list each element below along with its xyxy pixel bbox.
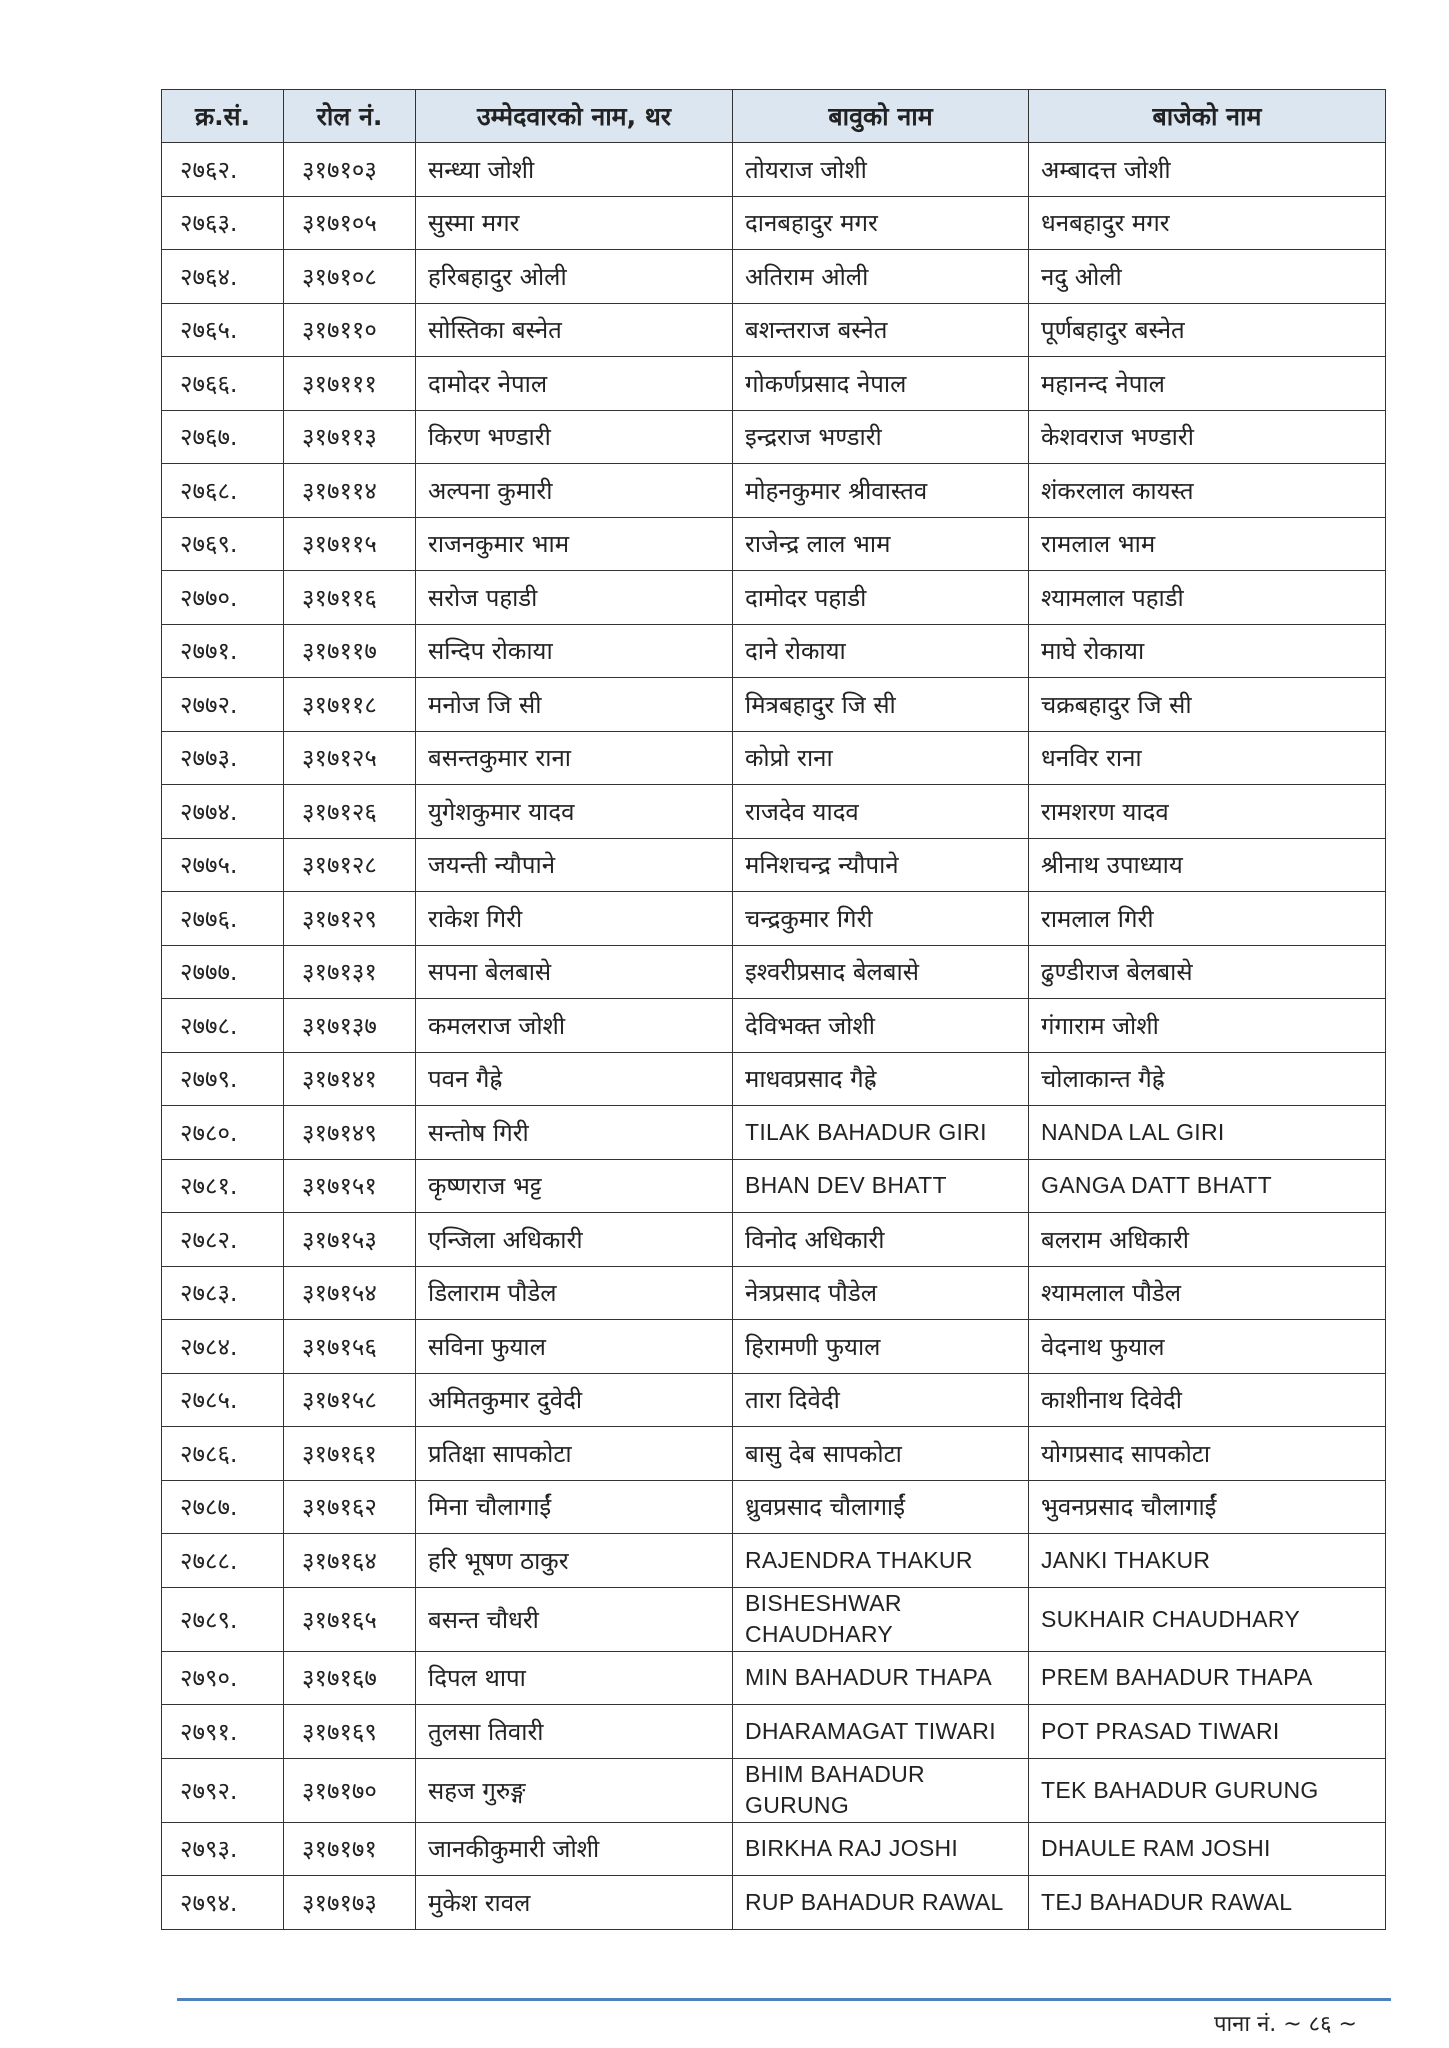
cell-roll: ३१७१५८ (284, 1373, 416, 1427)
cell-candidate-name: सहज गुरुङ्ग (416, 1758, 733, 1822)
cell-grandfather-name: चोलाकान्त गैह्रे (1029, 1052, 1386, 1106)
cell-candidate-name: मनोज जि सी (416, 678, 733, 732)
cell-grandfather-name: ढुण्डीराज बेलबासे (1029, 945, 1386, 999)
cell-candidate-name: कमलराज जोशी (416, 999, 733, 1053)
cell-grandfather-name: DHAULE RAM JOSHI (1029, 1822, 1386, 1876)
cell-candidate-name: अमितकुमार दुवेदी (416, 1373, 733, 1427)
cell-grandfather-name: TEK BAHADUR GURUNG (1029, 1758, 1386, 1822)
cell-roll: ३१७१६९ (284, 1705, 416, 1759)
cell-roll: ३१७११४ (284, 464, 416, 518)
cell-roll: ३१७१६५ (284, 1587, 416, 1651)
cell-serial: २७८४. (162, 1320, 284, 1374)
cell-candidate-name: प्रतिक्षा सापकोटा (416, 1427, 733, 1481)
cell-roll: ३१७१६२ (284, 1480, 416, 1534)
cell-candidate-name: जानकीकुमारी जोशी (416, 1822, 733, 1876)
cell-roll: ३१७१५६ (284, 1320, 416, 1374)
results-table (161, 89, 1386, 1930)
cell-grandfather-name: महानन्द नेपाल (1029, 357, 1386, 411)
cell-father-name: RUP BAHADUR RAWAL (733, 1876, 1029, 1930)
cell-father-name: राजदेव यादव (733, 785, 1029, 839)
cell-grandfather-name: बलराम अधिकारी (1029, 1213, 1386, 1267)
cell-grandfather-name: रामलाल गिरी (1029, 892, 1386, 946)
table-row (162, 464, 1386, 518)
header-father-name: बावुको नाम (733, 90, 1029, 143)
cell-serial: २७८६. (162, 1427, 284, 1481)
table-row (162, 1052, 1386, 1106)
cell-serial: २७७८. (162, 999, 284, 1053)
table-row (162, 1159, 1386, 1213)
cell-grandfather-name: केशवराज भण्डारी (1029, 410, 1386, 464)
table-row (162, 1822, 1386, 1876)
cell-serial: २७६५. (162, 303, 284, 357)
cell-roll: ३१७१०३ (284, 143, 416, 197)
cell-serial: २७८०. (162, 1106, 284, 1160)
table-row (162, 1876, 1386, 1930)
table-row (162, 624, 1386, 678)
table-row (162, 1705, 1386, 1759)
cell-father-name: राजेन्द्र लाल भाम (733, 517, 1029, 571)
cell-roll: ३१७११६ (284, 571, 416, 625)
cell-serial: २७७३. (162, 731, 284, 785)
cell-serial: २७७१. (162, 624, 284, 678)
cell-grandfather-name: काशीनाथ दिवेदी (1029, 1373, 1386, 1427)
cell-serial: २७६६. (162, 357, 284, 411)
cell-serial: २७७५. (162, 838, 284, 892)
cell-grandfather-name: श्रीनाथ उपाध्याय (1029, 838, 1386, 892)
cell-grandfather-name: NANDA LAL GIRI (1029, 1106, 1386, 1160)
cell-father-name: माधवप्रसाद गैह्रे (733, 1052, 1029, 1106)
cell-serial: २७९०. (162, 1651, 284, 1705)
cell-roll: ३१७१५१ (284, 1159, 416, 1213)
cell-roll: ३१७१५४ (284, 1266, 416, 1320)
cell-serial: २७७९. (162, 1052, 284, 1106)
cell-candidate-name: मिना चौलागाईं (416, 1480, 733, 1534)
cell-father-name: विनोद अधिकारी (733, 1213, 1029, 1267)
footer-divider (177, 1998, 1391, 2001)
cell-candidate-name: राकेश गिरी (416, 892, 733, 946)
cell-father-name: MIN BAHADUR THAPA (733, 1651, 1029, 1705)
cell-candidate-name: राजनकुमार भाम (416, 517, 733, 571)
cell-grandfather-name: नदु ओली (1029, 250, 1386, 304)
cell-candidate-name: हरि भूषण ठाकुर (416, 1534, 733, 1588)
cell-serial: २७७०. (162, 571, 284, 625)
cell-father-name: दानबहादुर मगर (733, 196, 1029, 250)
table-row (162, 678, 1386, 732)
table-row (162, 357, 1386, 411)
table-row (162, 250, 1386, 304)
table-row (162, 517, 1386, 571)
cell-candidate-name: सन्तोष गिरी (416, 1106, 733, 1160)
table-row (162, 785, 1386, 839)
cell-roll: ३१७१२९ (284, 892, 416, 946)
cell-father-name: हिरामणी फुयाल (733, 1320, 1029, 1374)
cell-candidate-name: हरिबहादुर ओली (416, 250, 733, 304)
table-row (162, 1373, 1386, 1427)
cell-serial: २७८९. (162, 1587, 284, 1651)
cell-grandfather-name: POT PRASAD TIWARI (1029, 1705, 1386, 1759)
cell-candidate-name: सोस्तिका बस्नेत (416, 303, 733, 357)
cell-father-name: बशन्तराज बस्नेत (733, 303, 1029, 357)
cell-serial: २७७२. (162, 678, 284, 732)
cell-candidate-name: कृष्णराज भट्ट (416, 1159, 733, 1213)
cell-father-name: RAJENDRA THAKUR (733, 1534, 1029, 1588)
cell-candidate-name: तुलसा तिवारी (416, 1705, 733, 1759)
cell-candidate-name: मुकेश रावल (416, 1876, 733, 1930)
cell-roll: ३१७११५ (284, 517, 416, 571)
cell-serial: २७६७. (162, 410, 284, 464)
cell-serial: २७८१. (162, 1159, 284, 1213)
cell-serial: २७६९. (162, 517, 284, 571)
cell-grandfather-name: श्यामलाल पौडेल (1029, 1266, 1386, 1320)
cell-grandfather-name: शंकरलाल कायस्त (1029, 464, 1386, 518)
cell-grandfather-name: रामलाल भाम (1029, 517, 1386, 571)
cell-serial: २७९३. (162, 1822, 284, 1876)
cell-candidate-name: दिपल थापा (416, 1651, 733, 1705)
table-row (162, 1266, 1386, 1320)
table-body (162, 143, 1386, 1930)
cell-father-name: BHIM BAHADUR GURUNG (733, 1758, 1029, 1822)
cell-roll: ३१७१३७ (284, 999, 416, 1053)
cell-father-name: इश्वरीप्रसाद बेलबासे (733, 945, 1029, 999)
cell-roll: ३१७१२८ (284, 838, 416, 892)
cell-father-name: TILAK BAHADUR GIRI (733, 1106, 1029, 1160)
cell-grandfather-name: वेदनाथ फुयाल (1029, 1320, 1386, 1374)
cell-serial: २७८७. (162, 1480, 284, 1534)
cell-father-name: अतिराम ओली (733, 250, 1029, 304)
cell-roll: ३१७१०८ (284, 250, 416, 304)
cell-father-name: दाने रोकाया (733, 624, 1029, 678)
cell-father-name: DHARAMAGAT TIWARI (733, 1705, 1029, 1759)
cell-serial: २७८५. (162, 1373, 284, 1427)
cell-candidate-name: युगेशकुमार यादव (416, 785, 733, 839)
cell-father-name: BHAN DEV BHATT (733, 1159, 1029, 1213)
cell-roll: ३१७११३ (284, 410, 416, 464)
cell-candidate-name: दामोदर नेपाल (416, 357, 733, 411)
cell-father-name: देविभक्त जोशी (733, 999, 1029, 1053)
cell-roll: ३१७१३१ (284, 945, 416, 999)
table-row (162, 196, 1386, 250)
cell-father-name: चन्द्रकुमार गिरी (733, 892, 1029, 946)
cell-candidate-name: किरण भण्डारी (416, 410, 733, 464)
cell-father-name: मोहनकुमार श्रीवास्तव (733, 464, 1029, 518)
cell-roll: ३१७१६४ (284, 1534, 416, 1588)
cell-father-name: तोयराज जोशी (733, 143, 1029, 197)
cell-candidate-name: सरोज पहाडी (416, 571, 733, 625)
cell-grandfather-name: JANKI THAKUR (1029, 1534, 1386, 1588)
cell-father-name: BISHESHWAR CHAUDHARY (733, 1587, 1029, 1651)
table-row (162, 1651, 1386, 1705)
cell-candidate-name: सन्दिप रोकाया (416, 624, 733, 678)
cell-grandfather-name: रामशरण यादव (1029, 785, 1386, 839)
cell-father-name: BIRKHA RAJ JOSHI (733, 1822, 1029, 1876)
cell-serial: २७७६. (162, 892, 284, 946)
table-row (162, 1213, 1386, 1267)
cell-grandfather-name: अम्बादत्त जोशी (1029, 143, 1386, 197)
table-row (162, 1480, 1386, 1534)
cell-roll: ३१७१०५ (284, 196, 416, 250)
cell-roll: ३१७११० (284, 303, 416, 357)
cell-father-name: तारा दिवेदी (733, 1373, 1029, 1427)
cell-roll: ३१७१२५ (284, 731, 416, 785)
cell-serial: २७६३. (162, 196, 284, 250)
table-row (162, 945, 1386, 999)
header-grandfather-name: बाजेको नाम (1029, 90, 1386, 143)
cell-grandfather-name: पूर्णबहादुर बस्नेत (1029, 303, 1386, 357)
table-row (162, 731, 1386, 785)
cell-father-name: गोकर्णप्रसाद नेपाल (733, 357, 1029, 411)
cell-roll: ३१७१४१ (284, 1052, 416, 1106)
cell-grandfather-name: GANGA DATT BHATT (1029, 1159, 1386, 1213)
cell-grandfather-name: PREM BAHADUR THAPA (1029, 1651, 1386, 1705)
cell-roll: ३१७१५३ (284, 1213, 416, 1267)
cell-serial: २७९४. (162, 1876, 284, 1930)
cell-serial: २७६४. (162, 250, 284, 304)
cell-grandfather-name: माघे रोकाया (1029, 624, 1386, 678)
cell-serial: २७६२. (162, 143, 284, 197)
table-row (162, 143, 1386, 197)
cell-father-name: नेत्रप्रसाद पौडेल (733, 1266, 1029, 1320)
cell-candidate-name: सुस्मा मगर (416, 196, 733, 250)
cell-grandfather-name: श्यामलाल पहाडी (1029, 571, 1386, 625)
cell-serial: २७९१. (162, 1705, 284, 1759)
cell-serial: २७८८. (162, 1534, 284, 1588)
table-row (162, 1758, 1386, 1822)
cell-roll: ३१७११८ (284, 678, 416, 732)
cell-candidate-name: जयन्ती न्यौपाने (416, 838, 733, 892)
header-serial: क्र.सं. (162, 90, 284, 143)
cell-serial: २७६८. (162, 464, 284, 518)
cell-father-name: मित्रबहादुर जि सी (733, 678, 1029, 732)
cell-father-name: ध्रुवप्रसाद चौलागाईं (733, 1480, 1029, 1534)
table-row (162, 1427, 1386, 1481)
cell-grandfather-name: गंगाराम जोशी (1029, 999, 1386, 1053)
cell-roll: ३१७१६१ (284, 1427, 416, 1481)
cell-candidate-name: अल्पना कुमारी (416, 464, 733, 518)
table-row (162, 1534, 1386, 1588)
cell-serial: २७९२. (162, 1758, 284, 1822)
cell-serial: २७७७. (162, 945, 284, 999)
cell-grandfather-name: भुवनप्रसाद चौलागाईं (1029, 1480, 1386, 1534)
cell-father-name: कोप्रो राना (733, 731, 1029, 785)
cell-grandfather-name: SUKHAIR CHAUDHARY (1029, 1587, 1386, 1651)
cell-roll: ३१७१७३ (284, 1876, 416, 1930)
cell-candidate-name: सपना बेलबासे (416, 945, 733, 999)
cell-candidate-name: सन्ध्या जोशी (416, 143, 733, 197)
cell-father-name: इन्द्रराज भण्डारी (733, 410, 1029, 464)
table-row (162, 410, 1386, 464)
table-row (162, 999, 1386, 1053)
table-row (162, 1106, 1386, 1160)
cell-roll: ३१७१२६ (284, 785, 416, 839)
table-row (162, 838, 1386, 892)
cell-candidate-name: एन्जिला अधिकारी (416, 1213, 733, 1267)
cell-father-name: दामोदर पहाडी (733, 571, 1029, 625)
cell-candidate-name: बसन्तकुमार राना (416, 731, 733, 785)
table-row (162, 1320, 1386, 1374)
cell-father-name: मनिशचन्द्र न्यौपाने (733, 838, 1029, 892)
cell-roll: ३१७१४९ (284, 1106, 416, 1160)
cell-candidate-name: पवन गैह्रे (416, 1052, 733, 1106)
cell-candidate-name: डिलाराम पौडेल (416, 1266, 733, 1320)
cell-grandfather-name: धनविर राना (1029, 731, 1386, 785)
cell-roll: ३१७१११ (284, 357, 416, 411)
table-row (162, 892, 1386, 946)
table-row (162, 1587, 1386, 1651)
table-header-row (162, 90, 1386, 143)
table-row (162, 571, 1386, 625)
table-row (162, 303, 1386, 357)
header-roll: रोल नं. (284, 90, 416, 143)
cell-serial: २७७४. (162, 785, 284, 839)
cell-father-name: बासु देब सापकोटा (733, 1427, 1029, 1481)
cell-roll: ३१७१७० (284, 1758, 416, 1822)
page-number: पाना नं. ~ ८६ ~ (1213, 2012, 1357, 2037)
cell-grandfather-name: चक्रबहादुर जि सी (1029, 678, 1386, 732)
cell-roll: ३१७११७ (284, 624, 416, 678)
cell-roll: ३१७१७१ (284, 1822, 416, 1876)
cell-candidate-name: बसन्त चौधरी (416, 1587, 733, 1651)
cell-serial: २७८२. (162, 1213, 284, 1267)
cell-grandfather-name: धनबहादुर मगर (1029, 196, 1386, 250)
cell-grandfather-name: योगप्रसाद सापकोटा (1029, 1427, 1386, 1481)
cell-serial: २७८३. (162, 1266, 284, 1320)
cell-grandfather-name: TEJ BAHADUR RAWAL (1029, 1876, 1386, 1930)
cell-roll: ३१७१६७ (284, 1651, 416, 1705)
header-candidate-name: उम्मेदवारको नाम, थर (416, 90, 733, 143)
cell-candidate-name: सविना फुयाल (416, 1320, 733, 1374)
